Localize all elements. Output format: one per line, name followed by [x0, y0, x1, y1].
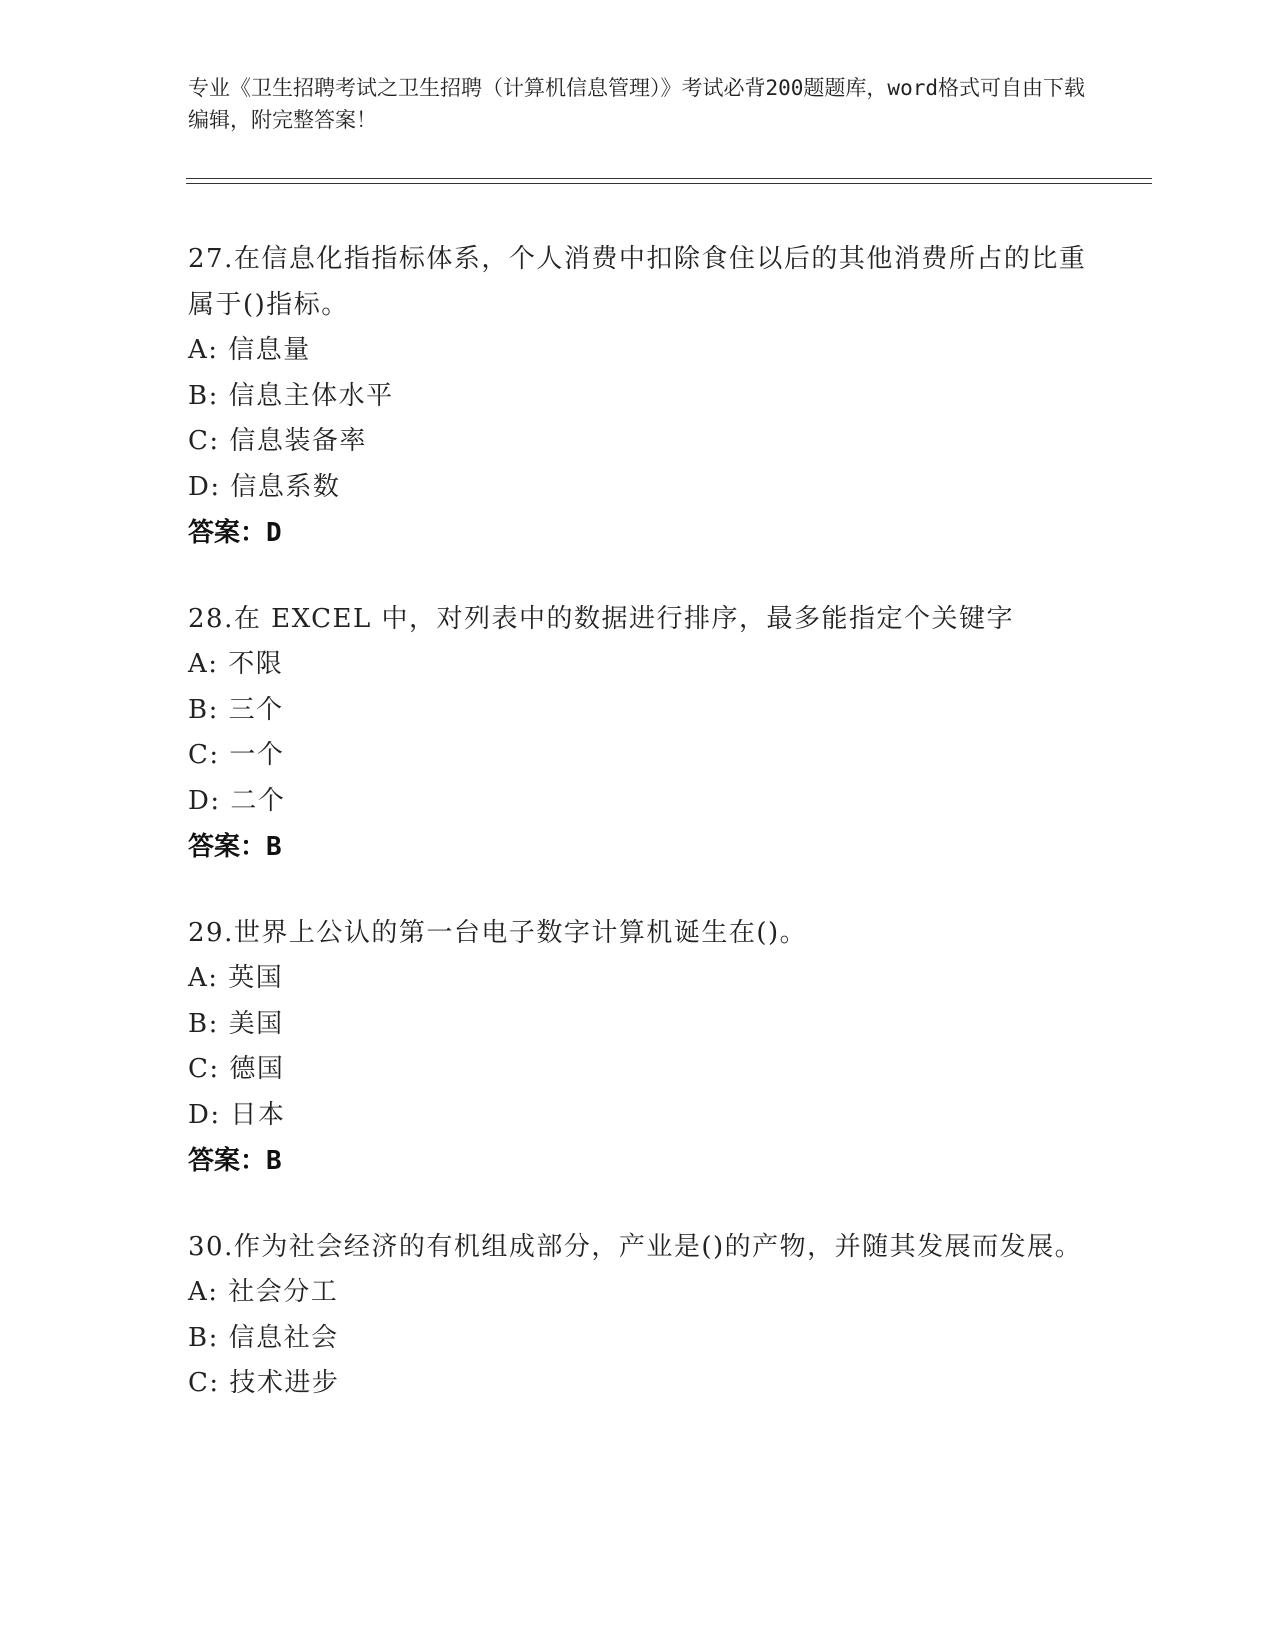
question-text: 27.在信息化指指标体系，个人消费中扣除食住以后的其他消费所占的比重属于()指标。 [188, 244, 1087, 320]
option-a: A: 不限 [188, 649, 284, 679]
option-c: C: 技术进步 [188, 1368, 340, 1398]
option-d: D: 二个 [188, 785, 286, 816]
option-b: B: 信息主体水平 [188, 380, 394, 411]
option-b: B: 信息社会 [188, 1322, 339, 1353]
option-a: A: 社会分工 [188, 1277, 339, 1307]
option-c: C: 一个 [188, 740, 285, 770]
option-b: B: 三个 [188, 694, 284, 725]
question-text: 29.世界上公认的第一台电子数字计算机诞生在()。 [188, 918, 808, 948]
question-29 [188, 910, 1088, 1184]
header-divider-top [186, 178, 1152, 179]
option-d: D: 信息系数 [188, 471, 341, 502]
option-b: B: 美国 [188, 1008, 284, 1039]
question-text: 28.在 EXCEL 中，对列表中的数据进行排序，最多能指定个关键字 [188, 604, 1015, 634]
option-d: D: 日本 [188, 1099, 286, 1130]
answer-label: 答案：B [188, 832, 282, 862]
question-text: 30.作为社会经济的有机组成部分，产业是()的产物，并随其发展而发展。 [188, 1232, 1083, 1262]
question-27 [188, 236, 1088, 556]
question-28 [188, 596, 1088, 870]
document-header: 专业《卫生招聘考试之卫生招聘（计算机信息管理）》考试必背200题题库，word格式可自由下载编辑，附完整答案！ [188, 76, 1085, 132]
header-divider-bottom [186, 183, 1152, 184]
option-c: C: 德国 [188, 1054, 285, 1084]
question-list [188, 236, 1088, 1447]
option-c: C: 信息装备率 [188, 426, 367, 456]
option-a: A: 信息量 [188, 335, 311, 365]
answer-label: 答案：D [188, 518, 282, 548]
option-a: A: 英国 [188, 963, 284, 993]
question-30 [188, 1224, 1088, 1407]
answer-label: 答案：B [188, 1146, 282, 1176]
